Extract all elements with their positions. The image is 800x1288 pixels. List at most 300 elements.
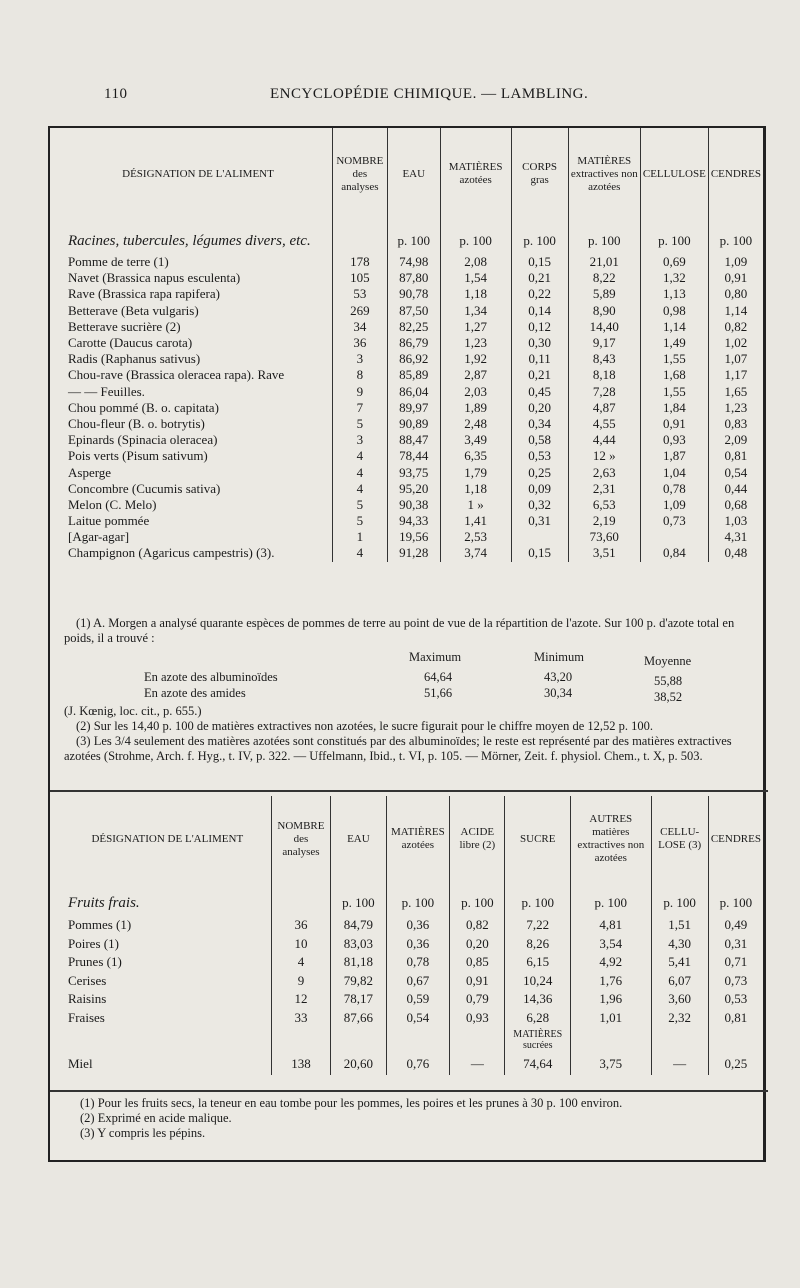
sugar-note: MATIÈRES sucrées <box>505 1027 571 1053</box>
notes-divider <box>50 1090 768 1092</box>
unit-cell: p. 100 <box>331 890 386 916</box>
food-name: Betterave sucrière (2) <box>68 318 181 334</box>
food-name: Champignon (Agaricus campestris) (3). <box>68 545 275 561</box>
value-cell: 3,51 <box>568 545 640 561</box>
value-cell: 2,87 <box>440 367 511 383</box>
rule-cell <box>640 220 708 228</box>
value-cell: 4,92 <box>571 953 651 972</box>
table1-col-header: CELLULOSE <box>640 128 708 220</box>
food-name: Fraises <box>68 1009 105 1025</box>
value-cell: 78,44 <box>387 448 440 464</box>
value-cell: 0,31 <box>511 513 568 529</box>
food-name: Chou pommé (B. o. capitata) <box>68 399 219 415</box>
table-row <box>64 481 763 497</box>
food-name: Laitue pommée <box>68 513 150 529</box>
value-cell: 1,23 <box>440 335 511 351</box>
value-cell: 74,64 <box>505 1053 571 1075</box>
row-albuminoides-min: 43,20 <box>544 670 573 684</box>
value-cell: 0,82 <box>708 319 763 335</box>
table-row <box>64 367 763 383</box>
unit-cell: p. 100 <box>708 890 763 916</box>
composition-table-roots <box>64 128 763 562</box>
table-row <box>64 270 763 286</box>
value-cell <box>511 529 568 545</box>
food-name: Asperge <box>68 464 112 480</box>
value-cell: 8,26 <box>505 935 571 954</box>
table1-col-header: CENDRES <box>708 128 763 220</box>
value-cell: 0,78 <box>386 953 450 972</box>
value-cell: 1,18 <box>440 286 511 302</box>
value-cell: 269 <box>332 303 387 319</box>
table-row <box>64 464 763 480</box>
value-cell: 10 <box>271 935 331 954</box>
food-name: Radis (Raphanus sativus) <box>68 351 201 367</box>
rule-cell <box>440 220 511 228</box>
food-name: Pommes (1) <box>68 917 132 933</box>
value-cell: 1,55 <box>640 351 708 367</box>
value-cell: 1,09 <box>708 254 763 270</box>
value-cell: 82,25 <box>387 319 440 335</box>
row-amides-label: En azote des amides <box>144 686 246 700</box>
empty-cell <box>651 1027 708 1053</box>
value-cell: 10,24 <box>505 972 571 991</box>
value-cell: 12 <box>271 990 331 1009</box>
value-cell: 2,31 <box>568 481 640 497</box>
food-name: Betterave (Beta vulgaris) <box>68 302 199 318</box>
unit-cell: p. 100 <box>651 890 708 916</box>
value-cell: 8,22 <box>568 270 640 286</box>
value-cell: 2,19 <box>568 513 640 529</box>
value-cell: 1,03 <box>708 513 763 529</box>
value-cell: 2,53 <box>440 529 511 545</box>
value-cell: 85,89 <box>387 367 440 383</box>
value-cell: 4,30 <box>651 935 708 954</box>
value-cell: 0,73 <box>640 513 708 529</box>
food-name: Prunes (1) <box>68 954 122 970</box>
value-cell: 0,98 <box>640 303 708 319</box>
value-cell: 36 <box>332 335 387 351</box>
table-row <box>64 497 763 513</box>
table-row <box>64 953 763 972</box>
value-cell: 73,60 <box>568 529 640 545</box>
unit-cell: p. 100 <box>571 890 651 916</box>
value-cell: 0,71 <box>708 953 763 972</box>
value-cell: 1,04 <box>640 464 708 480</box>
value-cell: 8,18 <box>568 367 640 383</box>
value-cell: 0,91 <box>708 270 763 286</box>
value-cell: 1,02 <box>708 335 763 351</box>
value-cell: 4 <box>332 545 387 561</box>
value-cell: 19,56 <box>387 529 440 545</box>
value-cell: 0,83 <box>708 416 763 432</box>
value-cell: 0,59 <box>386 990 450 1009</box>
value-cell: 0,76 <box>386 1053 450 1075</box>
value-cell: 0,32 <box>511 497 568 513</box>
value-cell: 0,93 <box>450 1009 505 1028</box>
value-cell: 0,91 <box>640 416 708 432</box>
value-cell: 1,41 <box>440 513 511 529</box>
value-cell: 178 <box>332 254 387 270</box>
col-maximum: Maximum <box>409 650 462 664</box>
value-cell: 4,87 <box>568 400 640 416</box>
value-cell: 0,79 <box>450 990 505 1009</box>
fruit-footnote-1: (1) Pour les fruits secs, la teneur en eau tombe pour les pommes, les poires et les prunes à 30 p. 100 environ. <box>80 1096 623 1110</box>
value-cell: 3 <box>332 432 387 448</box>
empty-cell <box>450 1027 505 1053</box>
unit-cell <box>271 890 331 916</box>
value-cell: 1,92 <box>440 351 511 367</box>
value-cell: 78,17 <box>331 990 386 1009</box>
table-row <box>64 529 763 545</box>
food-name: Miel <box>68 1056 93 1071</box>
value-cell: 14,36 <box>505 990 571 1009</box>
value-cell: 1,27 <box>440 319 511 335</box>
table-row <box>64 448 763 464</box>
value-cell: 87,66 <box>331 1009 386 1028</box>
table-row <box>64 254 763 270</box>
rule-cell <box>450 882 505 890</box>
value-cell: 1,54 <box>440 270 511 286</box>
empty-cell <box>271 1027 331 1053</box>
rule-cell <box>505 882 571 890</box>
value-cell: 4 <box>271 953 331 972</box>
footnotes-table2 <box>80 1096 622 1141</box>
value-cell: 1,68 <box>640 367 708 383</box>
value-cell: 9 <box>332 384 387 400</box>
value-cell: 0,91 <box>450 972 505 991</box>
value-cell: 14,40 <box>568 319 640 335</box>
value-cell: 8,90 <box>568 303 640 319</box>
rule-cell <box>568 220 640 228</box>
value-cell: 4 <box>332 448 387 464</box>
value-cell: 5,89 <box>568 286 640 302</box>
value-cell: 1,18 <box>440 481 511 497</box>
value-cell: 81,18 <box>331 953 386 972</box>
value-cell: 5,41 <box>651 953 708 972</box>
empty-cell <box>331 1027 386 1053</box>
value-cell: 0,21 <box>511 367 568 383</box>
value-cell: 1,13 <box>640 286 708 302</box>
value-cell: 0,21 <box>511 270 568 286</box>
col-minimum: Minimum <box>534 650 585 664</box>
sugar-note-row <box>64 1027 763 1053</box>
unit-cell: p. 100 <box>640 228 708 254</box>
value-cell: 3,60 <box>651 990 708 1009</box>
value-cell: 9 <box>271 972 331 991</box>
value-cell: 86,92 <box>387 351 440 367</box>
value-cell: 1,96 <box>571 990 651 1009</box>
value-cell: 90,89 <box>387 416 440 432</box>
value-cell: 3,75 <box>571 1053 651 1075</box>
food-name: Raisins <box>68 991 107 1007</box>
value-cell: 0,34 <box>511 416 568 432</box>
value-cell: 94,33 <box>387 513 440 529</box>
value-cell: 0,22 <box>511 286 568 302</box>
value-cell: 2,08 <box>440 254 511 270</box>
value-cell: 87,80 <box>387 270 440 286</box>
value-cell: 0,09 <box>511 481 568 497</box>
value-cell: 21,01 <box>568 254 640 270</box>
table2-col-header: ACIDE libre (2) <box>450 796 505 882</box>
value-cell: 86,04 <box>387 384 440 400</box>
rule-cell <box>651 882 708 890</box>
table1-col-header: MATIÈRES extractives non azotées <box>568 128 640 220</box>
value-cell: 0,12 <box>511 319 568 335</box>
running-header <box>0 86 800 110</box>
value-cell: 1 <box>332 529 387 545</box>
value-cell: 0,45 <box>511 384 568 400</box>
unit-cell: p. 100 <box>568 228 640 254</box>
value-cell: 2,63 <box>568 464 640 480</box>
fruit-footnote-2: (2) Exprimé en acide malique. <box>80 1111 232 1125</box>
table-row <box>64 1009 763 1028</box>
value-cell: 1,14 <box>708 303 763 319</box>
food-name: Concombre (Cucumis sativa) <box>68 480 221 496</box>
footnotes-table1 <box>64 616 764 764</box>
value-cell: 0,82 <box>450 916 505 935</box>
value-cell: 90,78 <box>387 286 440 302</box>
value-cell: 0,53 <box>708 990 763 1009</box>
rule-cell <box>571 882 651 890</box>
value-cell: — <box>651 1053 708 1075</box>
table2-col-header: DÉSIGNATION DE L'ALIMENT <box>91 832 244 845</box>
value-cell: 0,48 <box>708 545 763 561</box>
value-cell: 0,84 <box>640 545 708 561</box>
table-row <box>64 916 763 935</box>
unit-cell: p. 100 <box>505 890 571 916</box>
value-cell: 8 <box>332 367 387 383</box>
value-cell: 0,81 <box>708 1009 763 1028</box>
footnote-3: (3) Les 3/4 seulement des matières azotées sont constitués par des albuminoïdes; le reste est représenté par des matières extractives azotées (Strohme, Arch. f. Hyg., t. IV, p. 322. — Uffelmann, Ibid., t. VI, p. 105. — Mörner, Zeit. f. physiol. Chem., t. X, p. 503. <box>64 734 732 763</box>
value-cell: 0,36 <box>386 916 450 935</box>
food-name: Melon (C. Melo) <box>68 496 157 512</box>
value-cell: 0,11 <box>511 351 568 367</box>
empty-cell <box>386 1027 450 1053</box>
table2-col-header: MATIÈRES azotées <box>386 796 450 882</box>
value-cell: 0,36 <box>386 935 450 954</box>
value-cell: 84,79 <box>331 916 386 935</box>
table1-col-header: MATIÈRES azotées <box>440 128 511 220</box>
value-cell: 3,54 <box>571 935 651 954</box>
value-cell: 0,14 <box>511 303 568 319</box>
value-cell: 1,09 <box>640 497 708 513</box>
table-row <box>64 513 763 529</box>
value-cell: 0,20 <box>511 400 568 416</box>
value-cell: 12 » <box>568 448 640 464</box>
value-cell: 2,48 <box>440 416 511 432</box>
rule-cell <box>511 220 568 228</box>
table2-col-header: SUCRE <box>505 796 571 882</box>
value-cell: 7,28 <box>568 384 640 400</box>
fruit-footnote-3: (3) Y compris les pépins. <box>80 1126 206 1140</box>
rule-cell <box>64 882 271 890</box>
value-cell: 0,20 <box>450 935 505 954</box>
section-divider <box>50 790 768 792</box>
empty-cell <box>571 1027 651 1053</box>
value-cell: 83,03 <box>331 935 386 954</box>
value-cell: 0,31 <box>708 935 763 954</box>
table2-rule-row <box>64 882 763 890</box>
food-name: Chou-rave (Brassica oleracea rapa). Rave <box>68 367 285 383</box>
rule-cell <box>708 882 763 890</box>
table-row <box>64 303 763 319</box>
food-name: Chou-fleur (B. o. botrytis) <box>68 415 205 431</box>
value-cell: 53 <box>332 286 387 302</box>
row-amides-min: 30,34 <box>544 686 573 700</box>
value-cell: 0,80 <box>708 286 763 302</box>
unit-cell: p. 100 <box>511 228 568 254</box>
value-cell: 2,03 <box>440 384 511 400</box>
value-cell: 6,07 <box>651 972 708 991</box>
value-cell: 0,78 <box>640 481 708 497</box>
table-row <box>64 990 763 1009</box>
table-row <box>64 935 763 954</box>
value-cell: 105 <box>332 270 387 286</box>
rule-cell <box>387 220 440 228</box>
value-cell: 1,89 <box>440 400 511 416</box>
value-cell: 1,79 <box>440 464 511 480</box>
value-cell: 3 <box>332 351 387 367</box>
amides-subtable <box>64 646 764 704</box>
value-cell: — <box>450 1053 505 1075</box>
table-row <box>64 335 763 351</box>
value-cell: 138 <box>271 1053 331 1075</box>
food-name: Cerises <box>68 972 107 988</box>
composition-table-fruits <box>64 796 763 1075</box>
value-cell: 0,53 <box>511 448 568 464</box>
value-cell: 0,68 <box>708 497 763 513</box>
value-cell: 0,44 <box>708 481 763 497</box>
value-cell: 93,75 <box>387 464 440 480</box>
value-cell: 0,67 <box>386 972 450 991</box>
unit-cell: p. 100 <box>386 890 450 916</box>
value-cell: 7 <box>332 400 387 416</box>
value-cell: 5 <box>332 497 387 513</box>
table1-col-header: NOMBRE des analyses <box>332 128 387 220</box>
unit-cell <box>332 228 387 254</box>
value-cell: 33 <box>271 1009 331 1028</box>
table-row <box>64 416 763 432</box>
value-cell: 0,54 <box>386 1009 450 1028</box>
value-cell: 1,17 <box>708 367 763 383</box>
rule-cell <box>331 882 386 890</box>
row-amides-max: 51,66 <box>424 686 453 700</box>
unit-cell: p. 100 <box>450 890 505 916</box>
value-cell: 0,15 <box>511 545 568 561</box>
food-name: — — Feuilles. <box>68 383 145 399</box>
value-cell: 74,98 <box>387 254 440 270</box>
value-cell: 90,38 <box>387 497 440 513</box>
rule-cell <box>332 220 387 228</box>
value-cell: 0,58 <box>511 432 568 448</box>
value-cell: 6,35 <box>440 448 511 464</box>
table-row <box>64 400 763 416</box>
table-row <box>64 351 763 367</box>
value-cell: 8,43 <box>568 351 640 367</box>
value-cell: 3,74 <box>440 545 511 561</box>
value-cell: 9,17 <box>568 335 640 351</box>
row-amides-moy: 38,52 <box>654 690 683 704</box>
table2-col-header: EAU <box>331 796 386 882</box>
table1-section-row <box>64 228 763 254</box>
table2-col-header: CENDRES <box>708 796 763 882</box>
value-cell: 4,31 <box>708 529 763 545</box>
table2-section-row <box>64 890 763 916</box>
value-cell: 36 <box>271 916 331 935</box>
col-moyenne: Moyenne <box>644 654 692 668</box>
value-cell: 2,09 <box>708 432 763 448</box>
table-row <box>64 319 763 335</box>
footnote-2: (2) Sur les 14,40 p. 100 de matières extractives non azotées, le sucre figurait pour le chiffre moyen de 12,52 p. 100. <box>76 719 654 733</box>
value-cell: 4,81 <box>571 916 651 935</box>
value-cell: 0,73 <box>708 972 763 991</box>
food-name: [Agar-agar] <box>68 529 130 545</box>
value-cell: 0,69 <box>640 254 708 270</box>
value-cell: 34 <box>332 319 387 335</box>
value-cell: 95,20 <box>387 481 440 497</box>
value-cell: 0,81 <box>708 448 763 464</box>
value-cell: 2,32 <box>651 1009 708 1028</box>
table1-col-header: CORPS gras <box>511 128 568 220</box>
value-cell: 1,49 <box>640 335 708 351</box>
value-cell: 0,25 <box>511 464 568 480</box>
running-title: ENCYCLOPÉDIE CHIMIQUE. — LAMBLING. <box>270 86 589 102</box>
table-row <box>64 286 763 302</box>
value-cell: 1,51 <box>651 916 708 935</box>
value-cell: 6,15 <box>505 953 571 972</box>
value-cell: 4,55 <box>568 416 640 432</box>
value-cell: 1,84 <box>640 400 708 416</box>
value-cell: 0,54 <box>708 464 763 480</box>
tables-frame <box>48 126 766 1162</box>
value-cell: 1,01 <box>571 1009 651 1028</box>
value-cell: 6,53 <box>568 497 640 513</box>
table2-col-header: AUTRES matières extractives non azotées <box>571 796 651 882</box>
value-cell: 89,97 <box>387 400 440 416</box>
value-cell: 1,32 <box>640 270 708 286</box>
value-cell: 1,34 <box>440 303 511 319</box>
rule-cell <box>64 220 332 228</box>
value-cell: 1,23 <box>708 400 763 416</box>
food-name: Epinards (Spinacia oleracea) <box>68 432 218 448</box>
section-title: Fruits frais. <box>68 895 140 911</box>
value-cell: 1,14 <box>640 319 708 335</box>
value-cell <box>640 529 708 545</box>
table-row-miel <box>64 1053 763 1075</box>
value-cell: 87,50 <box>387 303 440 319</box>
unit-cell: p. 100 <box>440 228 511 254</box>
value-cell: 91,28 <box>387 545 440 561</box>
value-cell: 0,15 <box>511 254 568 270</box>
empty-cell <box>708 1027 763 1053</box>
row-albuminoides-max: 64,64 <box>424 670 453 684</box>
value-cell: 0,49 <box>708 916 763 935</box>
footnote-1-intro: (1) A. Morgen a analysé quarante espèces de pommes de terre au point de vue de la répartition de l'azote. Sur 100 p. d'azote total en poids, il a trouvé : <box>64 616 735 645</box>
table1-col-header: EAU <box>387 128 440 220</box>
food-name: Pomme de terre (1) <box>68 254 169 270</box>
table2-header-row <box>64 796 763 882</box>
value-cell: 0,93 <box>640 432 708 448</box>
table-row <box>64 384 763 400</box>
table2-col-header: NOMBRE des analyses <box>271 796 331 882</box>
rule-cell <box>708 220 763 228</box>
table2-col-header: CELLU-LOSE (3) <box>651 796 708 882</box>
value-cell: 1 » <box>440 497 511 513</box>
value-cell: 5 <box>332 513 387 529</box>
table-row <box>64 545 763 561</box>
row-albuminoides-label: En azote des albuminoïdes <box>144 670 278 684</box>
table-row <box>64 972 763 991</box>
